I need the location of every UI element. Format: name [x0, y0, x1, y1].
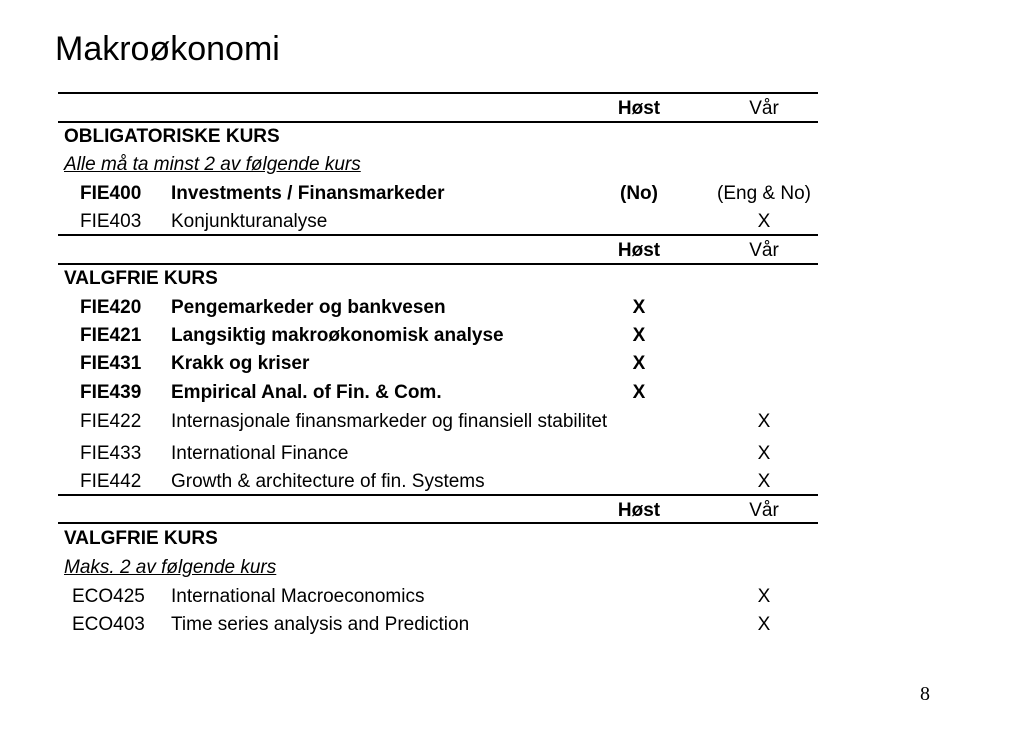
var-column-header: Vår: [749, 500, 779, 521]
host-column-header: Høst: [617, 500, 661, 521]
host-mark: X: [632, 353, 646, 374]
course-name: Investments / Finansmarkeder: [171, 183, 445, 204]
header-rule: [58, 121, 818, 123]
course-name: Pengemarkeder og bankvesen: [171, 297, 446, 318]
course-name: Growth & architecture of fin. Systems: [171, 471, 485, 492]
note-text: Alle må ta minst 2 av følgende kurs: [64, 154, 361, 175]
note-text: Maks. 2 av følgende kurs: [64, 557, 277, 578]
host-mark: X: [632, 382, 646, 403]
course-code: FIE421: [80, 325, 142, 346]
var-mark: X: [757, 614, 771, 635]
host-column-header: Høst: [617, 98, 661, 119]
var-mark: X: [757, 471, 771, 492]
host-mark: X: [632, 297, 646, 318]
course-code: FIE442: [80, 471, 142, 492]
var-mark: (Eng & No): [717, 183, 811, 204]
course-code: ECO425: [72, 586, 145, 607]
table-top-rule: [58, 92, 818, 94]
host-column-header: Høst: [617, 240, 661, 261]
var-mark: X: [757, 443, 771, 464]
var-column-header: Vår: [749, 98, 779, 119]
var-mark: X: [757, 411, 771, 432]
host-mark: X: [632, 325, 646, 346]
table-rule: [58, 234, 818, 236]
page-number: 8: [920, 683, 930, 705]
course-code: FIE433: [80, 443, 142, 464]
var-mark: X: [757, 211, 771, 232]
var-column-header: Vår: [749, 240, 779, 261]
course-name: Time series analysis and Prediction: [171, 614, 470, 635]
course-code: ECO403: [72, 614, 145, 635]
header-rule: [58, 263, 818, 265]
header-rule: [58, 522, 818, 524]
course-code: FIE400: [80, 183, 142, 204]
section-title: VALGFRIE KURS: [64, 528, 218, 549]
course-name: International Macroeconomics: [171, 586, 425, 607]
course-name: Internasjonale finansmarkeder og finansiell stabilitet: [171, 411, 608, 432]
course-code: FIE403: [80, 211, 142, 232]
course-code: FIE422: [80, 411, 142, 432]
course-code: FIE420: [80, 297, 142, 318]
section-title: OBLIGATORISKE KURS: [64, 126, 280, 147]
course-name: Langsiktig makroøkonomisk analyse: [171, 325, 504, 346]
section-title: VALGFRIE KURS: [64, 268, 218, 289]
course-name: Krakk og kriser: [171, 353, 310, 374]
table-rule: [58, 494, 818, 496]
var-mark: X: [757, 586, 771, 607]
host-mark: (No): [620, 183, 658, 204]
course-code: FIE431: [80, 353, 142, 374]
page-title: Makroøkonomi: [55, 30, 280, 68]
course-name: Konjunkturanalyse: [171, 211, 328, 232]
course-name: Empirical Anal. of Fin. & Com.: [171, 382, 442, 403]
course-name: International Finance: [171, 443, 349, 464]
course-code: FIE439: [80, 382, 142, 403]
